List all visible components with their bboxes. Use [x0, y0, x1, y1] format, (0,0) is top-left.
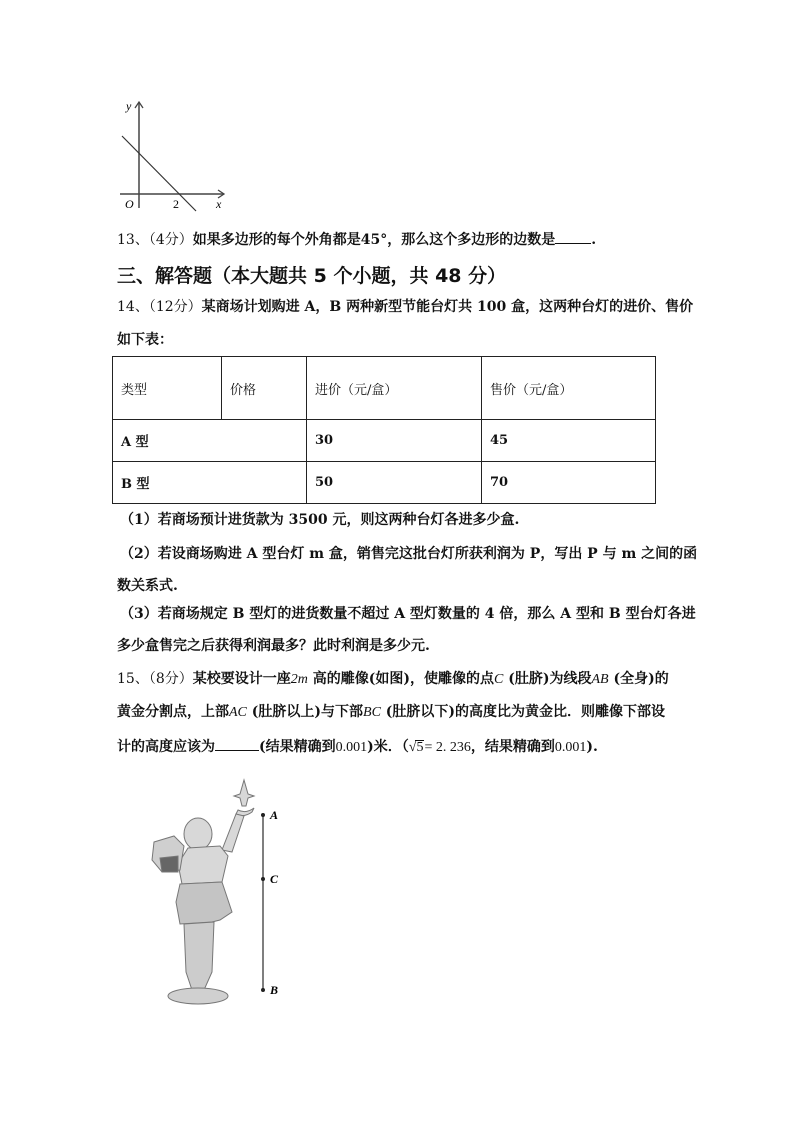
q15-answer-blank[interactable]	[215, 736, 259, 751]
q15-text: ，结果精确到	[470, 739, 555, 755]
label-c: C	[270, 872, 279, 886]
q15-text: (结果精确到	[259, 739, 336, 755]
row-type: B 型	[113, 462, 307, 504]
q15-text: (全身)的	[613, 671, 669, 687]
row-price: 70	[482, 462, 656, 504]
q15-text: 某校要设计一座	[192, 671, 291, 687]
section-heading: 三、解答题（本大题共 5 个小题，共 48 分）	[117, 265, 507, 287]
segment-ab-math: AB	[591, 672, 609, 687]
header-cost: 进价（元/盒）	[307, 357, 482, 420]
statue-figure	[140, 772, 310, 1012]
label-a: A	[270, 808, 279, 822]
segment-ac-math: AC	[229, 705, 247, 720]
q14-points: （12分）	[148, 299, 202, 315]
header-sale: 售价（元/盒）	[482, 357, 656, 420]
q13-answer-blank[interactable]	[555, 229, 591, 244]
point-c	[261, 877, 265, 881]
x-intercept-label: 2	[173, 197, 179, 211]
q13-number: 13、	[117, 232, 149, 248]
q15-points: （8分）	[148, 671, 193, 687]
sqrt-icon: √	[408, 740, 417, 755]
q13-points: （4分）	[148, 232, 193, 248]
q15-text: (肚脐)为线段	[508, 671, 592, 687]
q14-number: 14、	[117, 299, 149, 315]
table-row	[113, 462, 656, 504]
row-price: 45	[482, 420, 656, 462]
q14-sub2-line1: （2）若设商场购进 A 型台灯 m 盒，销售完这批台灯所获利润为 P，写出 P 与 m 之间的函	[120, 546, 698, 562]
q15-text: (肚脐以下)的高度比为黄金比．则雕像下部设	[385, 704, 666, 720]
table-row	[113, 420, 656, 462]
sqrt-argument: 5	[416, 740, 424, 755]
row-cost: 30	[307, 420, 482, 462]
q14-text-line2: 如下表：	[117, 332, 173, 348]
segment-bc-math: BC	[363, 705, 381, 720]
header-price: 价格	[222, 357, 307, 420]
x-label: x	[216, 197, 222, 211]
row-cost: 50	[307, 462, 482, 504]
q14-sub1: （1）若商场预计进货款为 3500 元，则这两种台灯各进多少盒.	[120, 512, 520, 528]
q14-sub2-line2: 数关系式.	[117, 578, 178, 594]
point-c-math: C	[494, 672, 504, 687]
coordinate-graph	[112, 96, 237, 214]
q15-text: (肚脐以上)与下部	[251, 704, 364, 720]
point-a	[261, 813, 265, 817]
precision-value: 0.001	[554, 740, 587, 755]
question-13	[117, 229, 596, 249]
row-type: A 型	[113, 420, 307, 462]
price-table	[112, 356, 656, 504]
question-14-line1	[117, 298, 693, 316]
label-b: B	[270, 983, 279, 997]
q13-text: 如果多边形的每个外角都是45°，那么这个多边形的边数是	[192, 232, 556, 248]
q14-sub3-line2: 多少盒售完之后获得利润最多？此时利润是多少元.	[117, 638, 430, 654]
q15-number: 15、	[117, 671, 149, 687]
question-15-line1	[117, 670, 669, 689]
y-label: y	[126, 99, 132, 113]
q13-tail: .	[591, 232, 597, 248]
q15-text: )米．（	[367, 739, 409, 755]
q15-text: 高的雕像(如图)，使雕像的点	[312, 671, 494, 687]
q14-text-line1: 某商场计划购进 A，B 两种新型节能台灯共 100 盒，这两种台灯的进价、售价	[201, 299, 694, 315]
q14-sub3-line1: （3）若商场规定 B 型灯的进货数量不超过 A 型灯数量的 4 倍，那么 A 型和 B 型台灯各进	[120, 606, 696, 622]
statue-icon	[152, 780, 254, 1004]
q15-text: 黄金分割点，上部	[117, 704, 229, 720]
q15-height-math: 2m	[290, 672, 308, 687]
sqrt-value: = 2. 236	[424, 740, 471, 755]
origin-label: O	[125, 197, 134, 211]
q15-text: 计的高度应该为	[117, 739, 215, 755]
question-15-line2	[117, 703, 665, 722]
precision-value: 0.001	[335, 740, 368, 755]
point-b	[261, 988, 265, 992]
table-header-row	[113, 357, 656, 420]
q15-text: ).	[586, 739, 598, 755]
header-type: 类型	[113, 357, 222, 420]
question-15-line3	[117, 736, 598, 757]
